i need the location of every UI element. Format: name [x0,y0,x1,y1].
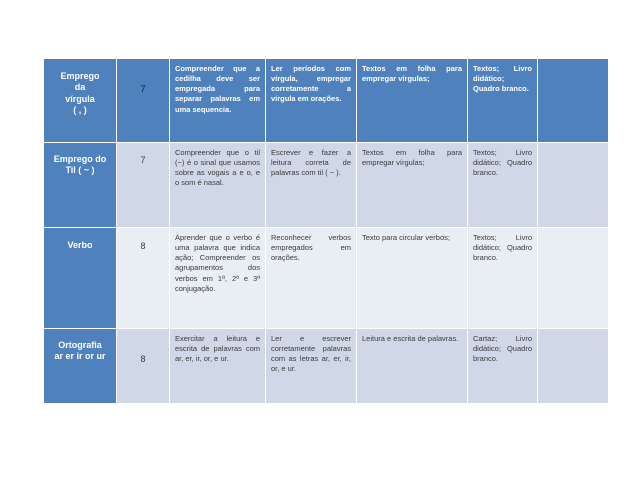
extra-cell [538,143,609,228]
resources-cell: Textos; Livro didático; Quadro branco. [468,59,538,143]
topic-line: da [74,82,86,93]
extra-cell [538,329,609,404]
table-row [44,228,609,329]
material-cell: Texto para circular verbos; [357,228,468,329]
topic-line: Ortografia [58,340,102,350]
topic-line: vírgula [65,93,95,104]
activity-cell: Escrever e fazer a leitura correta de palavras com til ( ~ ). [266,143,357,228]
lesson-count-cell: 8 [117,329,170,404]
table-row [44,329,609,404]
material-cell: Textos em folha para empregar vírgulas; [357,59,468,143]
lesson-count-cell: 7 [117,143,170,228]
objective-cell: Exercitar a leitura e escrita de palavras com ar, er, ir, or, e ur. [170,329,266,404]
topic-line: ar er ir or ur [54,351,106,362]
table-row [44,143,609,228]
material-cell: Leitura e escrita de palavras. [357,329,468,404]
topic-cell [44,143,117,228]
topic-cell [44,228,117,329]
topic-cell [44,329,117,404]
table-row [44,59,609,143]
objective-cell: Aprender que o verbo é uma palavra que indica ação; Compreender os agrupamentos dos verbos em 1ª, 2ª e 3ª conjugação. [170,228,266,329]
material-cell: Textos em folha para empregar vírgulas; [357,143,468,228]
resources-cell: Textos; Livro didático; Quadro branco. [468,228,538,329]
resources-cell: Cartaz; Livro didático; Quadro branco. [468,329,538,404]
topic-line: ( , ) [73,104,87,115]
objective-cell: Compreender que a cedilha deve ser empregada para separar palavras em uma sequencia. [170,59,266,143]
extra-cell [538,228,609,329]
topic-line: Verbo [67,240,93,250]
activity-cell: Ler períodos com vírgula, empregar corretamente a vírgula em orações. [266,59,357,143]
activity-cell: Reconhecer verbos empregados em orações. [266,228,357,329]
objective-cell: Compreender que o til (~) é o sinal que usamos sobre as vogais a e o, e o som é nasal. [170,143,266,228]
extra-cell [538,59,609,143]
topic-line: Til ( ~ ) [65,165,95,176]
topic-line: Emprego [60,71,100,81]
lesson-count-cell: 7 [117,59,170,143]
activity-cell: Ler e escrever corretamente palavras com as letras ar, er, ir, or, e ur. [266,329,357,404]
resources-cell: Textos; Livro didático; Quadro branco. [468,143,538,228]
lesson-plan-table [43,58,609,404]
topic-cell [44,59,117,143]
lesson-count-cell: 8 [117,228,170,329]
topic-line: Emprego do [53,154,107,164]
